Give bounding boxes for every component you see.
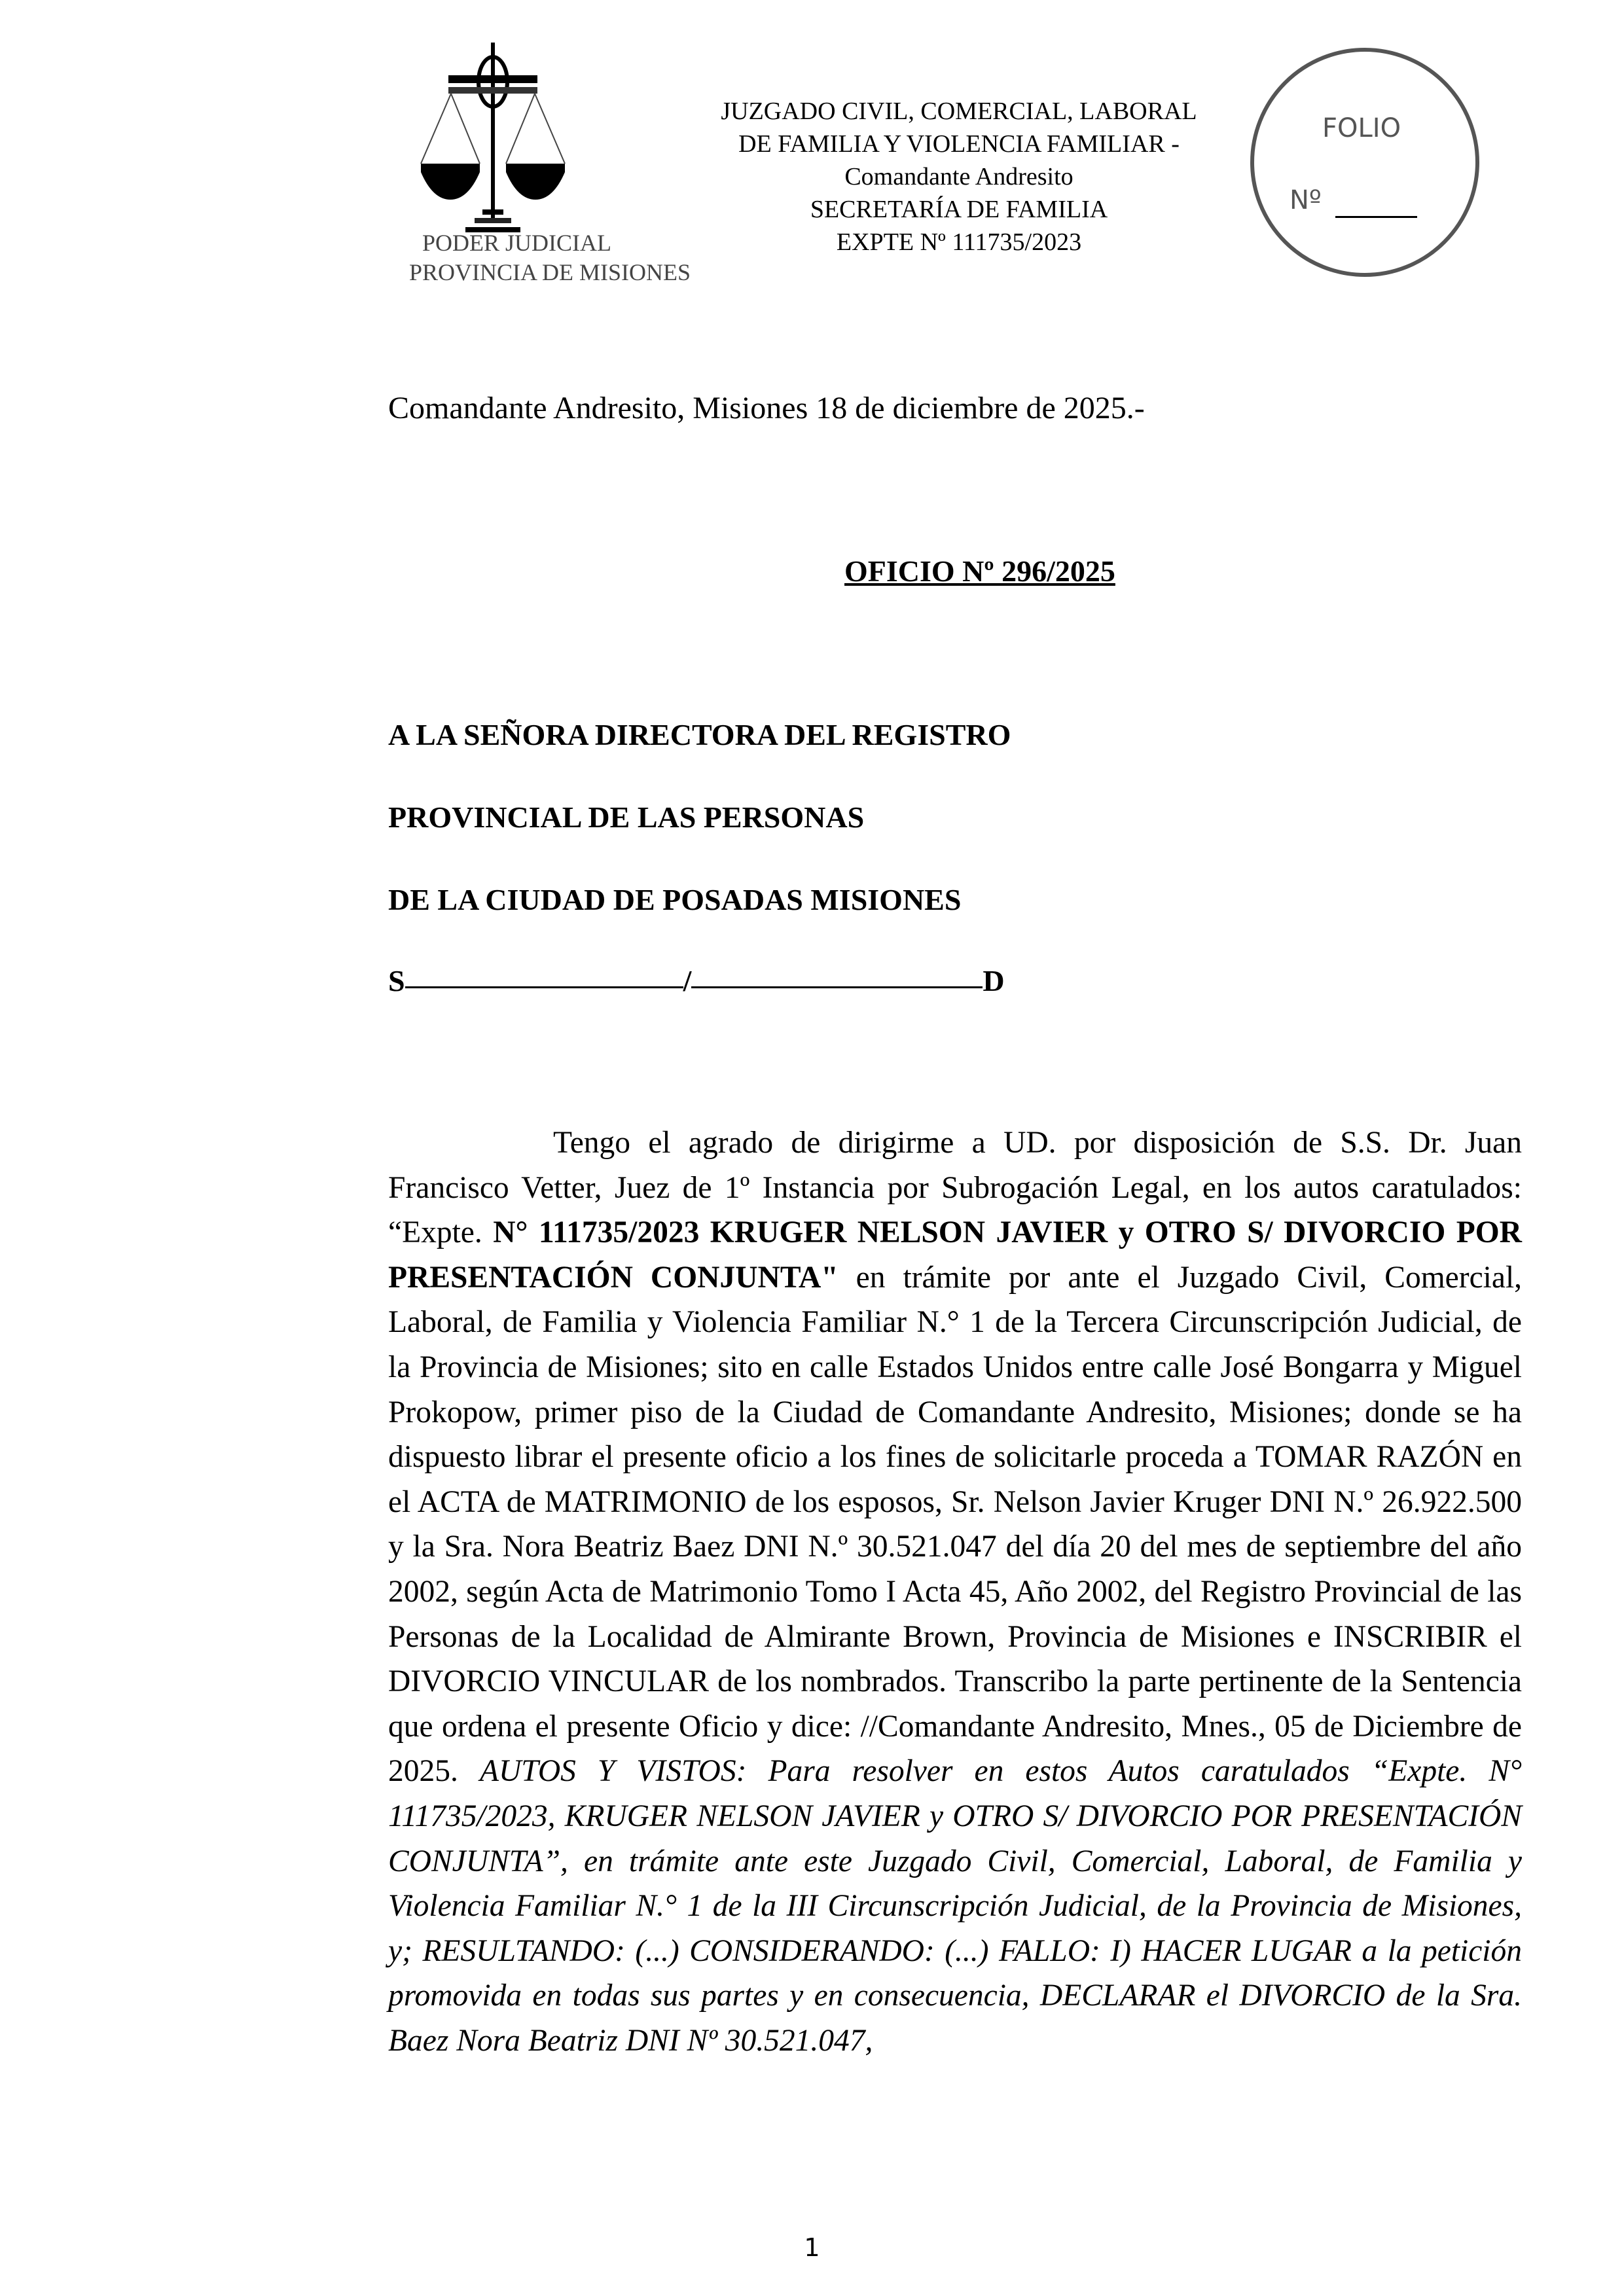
date-line: Comandante Andresito, Misiones 18 de diciembre de 2025.- <box>388 391 1145 425</box>
header-line: DE FAMILIA Y VIOLENCIA FAMILIAR - <box>738 130 1180 158</box>
oficio-title: OFICIO Nº 296/2025 <box>844 554 1115 588</box>
header-line: SECRETARÍA DE FAMILIA <box>810 196 1108 223</box>
salutation-underline <box>691 986 983 988</box>
poder-judicial-logo <box>409 43 691 291</box>
folio-number-blank <box>1335 216 1417 218</box>
case-title-bold: N° 111735/2023 KRUGER NELSON JAVIER y OTRO S/ DIVORCIO POR PRESENTACIÓN CONJUNTA" <box>388 1215 1522 1295</box>
addressee-line: DE LA CIUDAD DE POSADAS MISIONES <box>388 883 962 916</box>
addressee-line: A LA SEÑORA DIRECTORA DEL REGISTRO <box>388 718 1011 751</box>
folio-title: FOLIO <box>1322 113 1401 143</box>
salutation-end: D <box>983 964 1005 997</box>
folio-circle-icon <box>1247 45 1483 280</box>
logo-line-1: PODER JUDICIAL <box>422 230 612 256</box>
header-line: Comandante Andresito <box>844 163 1074 190</box>
body-text: en trámite por ante el Juzgado Civil, Comercial, Laboral, de Familia y Violencia Familiar N.° 1 de la Tercera Circunscripción Judicial, de la Provincia de Misiones; sito en calle Estados Unidos entre calle José Bongarra y Miguel Prokopow, primer piso de la Ciudad de Comandante Andresito, Misiones; donde se ha dispuesto librar el presente oficio a los fines de solicitarle proceda a TOMAR RAZÓN en el ACTA de MATRIMONIO de los esposos, Sr. Nelson Javier Kruger DNI N.º 26.922.500 y la Sra. Nora Beatriz Baez DNI N.º 30.521.047 del día 20 del mes de septiembre del año 2002, según Acta de Matrimonio Tomo I Acta 45, Año 2002, del Registro Provincial de las Personas de la Localidad de Almirante Brown, Provincia de Misiones e INSCRIBIR el DIVORCIO VINCULAR de los nombrados. Transcribo la parte pertinente de la Sentencia que ordena el presente Oficio y dice: //Comandante Andresito, Mnes., 05 de Diciembre de 2025. <box>388 1260 1523 1789</box>
logo-line-2: PROVINCIA DE MISIONES <box>409 259 691 285</box>
sentence-excerpt-italic: AUTOS Y VISTOS: Para resolver en estos Autos caratulados “Expte. N° 111735/2023, KRUGER NELSON JAVIER y OTRO S/ DIVORCIO POR PRESENTACIÓN CONJUNTA”, en trámite ante este Juzgado Civil, Comercial, Laboral, de Familia y Violencia Familiar N.° 1 de la III Circunscripción Judicial, de la Provincia de Misiones, y; RESULTANDO: (...) CONSIDERANDO: (...) FALLO: I) HACER LUGAR a la petición promovida en todas sus partes y en consecuencia, DECLARAR el DIVORCIO de la Sra. Baez Nora Beatriz DNI Nº 30.521.047, <box>388 1754 1522 2058</box>
addressee-line: PROVINCIAL DE LAS PERSONAS <box>388 800 865 834</box>
court-header <box>655 95 1263 259</box>
page-number: 1 <box>804 2233 820 2262</box>
salutation-start: S <box>388 964 405 997</box>
salutation-separator: / <box>683 964 692 997</box>
salutation-underline <box>405 986 683 988</box>
salutation <box>388 963 1005 998</box>
header-line: EXPTE Nº 111735/2023 <box>836 228 1082 256</box>
body-paragraph <box>388 1121 1522 2063</box>
header-line: JUZGADO CIVIL, COMERCIAL, LABORAL <box>721 98 1197 125</box>
folio-stamp <box>1247 45 1483 280</box>
folio-number-label: Nº <box>1290 185 1322 215</box>
body-text: Tengo el agrado de dirigirme a UD. por disposición de S.S. Dr. Juan Francisco Vetter, Juez de 1º Instancia por Subrogación Legal, en los autos caratulados: “Expte. <box>388 1126 1522 1250</box>
